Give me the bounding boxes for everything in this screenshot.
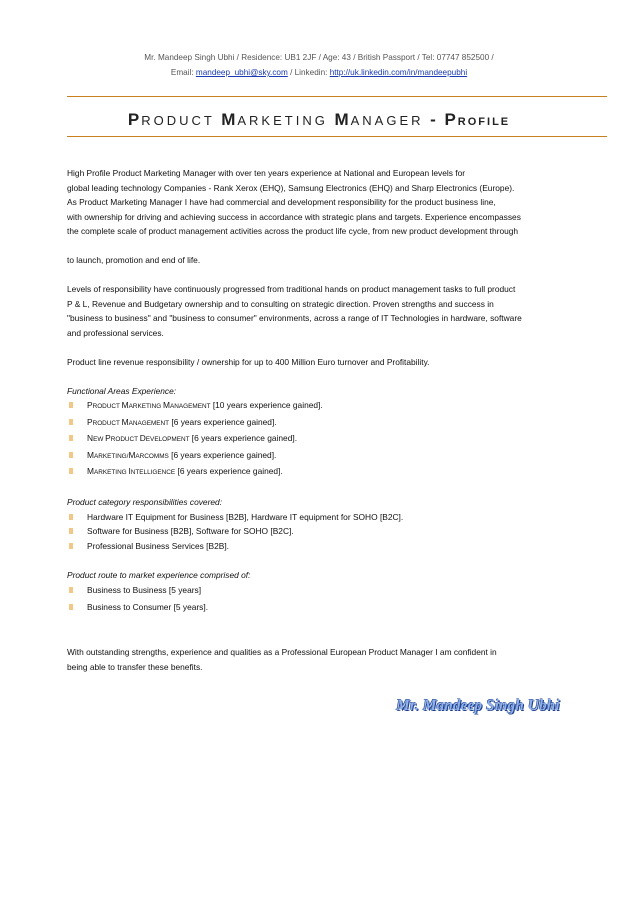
list-item: Business to Business [5 years] [67,582,612,599]
contact-links-line [0,65,638,80]
list-item: PRODUCT MANAGEMENT [6 years experience gained]. [67,415,612,432]
title-word-rest: ROFILE [457,116,511,128]
levels-line: "business to business" and "business to consumer" environments, across a range of IT Technologies in hardware, software [67,313,522,323]
list-item: Hardware IT Equipment for Business [B2B], Hardware IT equipment for SOHO [B2C]. [67,510,612,525]
list-item: Professional Business Services [B2B]. [67,539,612,554]
title-dash: - [430,110,438,129]
intro-line: global leading technology Companies - Rank Xerox (EHQ), Samsung Electronics (EHQ) and Sharp Electronics (Europe). [67,182,515,193]
category-list [67,510,612,554]
levels-line: P & L, Revenue and Budgetary ownership and to consulting on strategic direction. Proven strengths and success in [67,298,494,309]
intro-line: with ownership for driving and achieving success in accordance with strategic plans and targets. Experience encompasses [67,211,521,222]
bullet-icon [69,514,73,520]
levels-line: Levels of responsibility have continuously progressed from traditional hands on product management tasks to full product [67,284,516,294]
bullet-icon [69,419,73,425]
linkedin-label: / Linkedin: [290,68,328,77]
page-title [0,110,638,130]
top-divider [67,96,607,97]
closing-line: being able to transfer these benefits. [67,661,203,672]
contact-line: Mr. Mandeep Singh Ubhi / Residence: UB1 2JF / Age: 43 / British Passport / Tel: 07747 852500 / [144,53,494,62]
list-item: MARKETING INTELLIGENCE [6 years experience gained]. [67,464,612,481]
list-item: Business to Consumer [5 years]. [67,599,612,616]
title-word-rest: RODUCT [141,113,215,128]
title-initial: P [444,110,458,129]
title-initial: M [221,110,238,129]
bullet-icon [69,468,73,474]
list-item: Software for Business [B2B], Software for SOHO [B2C]. [67,524,612,539]
title-initial: P [127,110,142,129]
intro-line: As Product Marketing Manager I have had commercial and development responsibility for the product business line, [67,197,496,207]
route-list [67,582,612,616]
contact-header [0,50,638,80]
bullet-icon [69,604,73,610]
closing-line: With outstanding strengths, experience and qualities as a Professional European Product Manager I am confident in [67,647,497,657]
levels-line: and professional services. [67,327,164,338]
linkedin-link[interactable]: http://uk.linkedin.com/in/mandeepubhi [329,68,468,77]
email-link[interactable]: mandeep_ubhi@sky.com [195,68,288,77]
category-heading: Product category responsibilities covered: [67,497,223,507]
bullet-icon [69,528,73,534]
email-label: Email: [170,68,194,77]
functional-heading: Functional Areas Experience: [67,385,177,396]
profile-body [67,166,612,674]
intro-line: High Profile Product Marketing Manager with over ten years experience at National and European levels for [67,168,466,178]
list-item: NEW PRODUCT DEVELOPMENT [6 years experience gained]. [67,431,612,448]
bullet-icon [69,587,73,593]
intro-line: to launch, promotion and end of life. [67,255,201,265]
bullet-icon [69,452,73,458]
title-initial: M [334,110,351,129]
title-word-rest: ANAGER [350,113,424,128]
title-divider [67,136,607,137]
list-item: PRODUCT MARKETING MANAGEMENT [10 years experience gained]. [67,398,612,415]
functional-list [67,398,612,481]
bullet-icon [69,543,73,549]
intro-line: the complete scale of product management activities across the product life cycle, from new product development through [67,226,519,236]
signature: Mr. Mandeep Singh Ubhi [396,697,560,714]
bullet-icon [69,402,73,408]
list-item: MARKETING/MARCOMMS [6 years experience gained]. [67,448,612,465]
route-heading: Product route to market experience comprised of: [67,569,251,580]
title-word-rest: ARKETING [237,113,328,128]
revenue-line: Product line revenue responsibility / ownership for up to 400 Million Euro turnover and Profitability. [67,356,430,367]
bullet-icon [69,435,73,441]
